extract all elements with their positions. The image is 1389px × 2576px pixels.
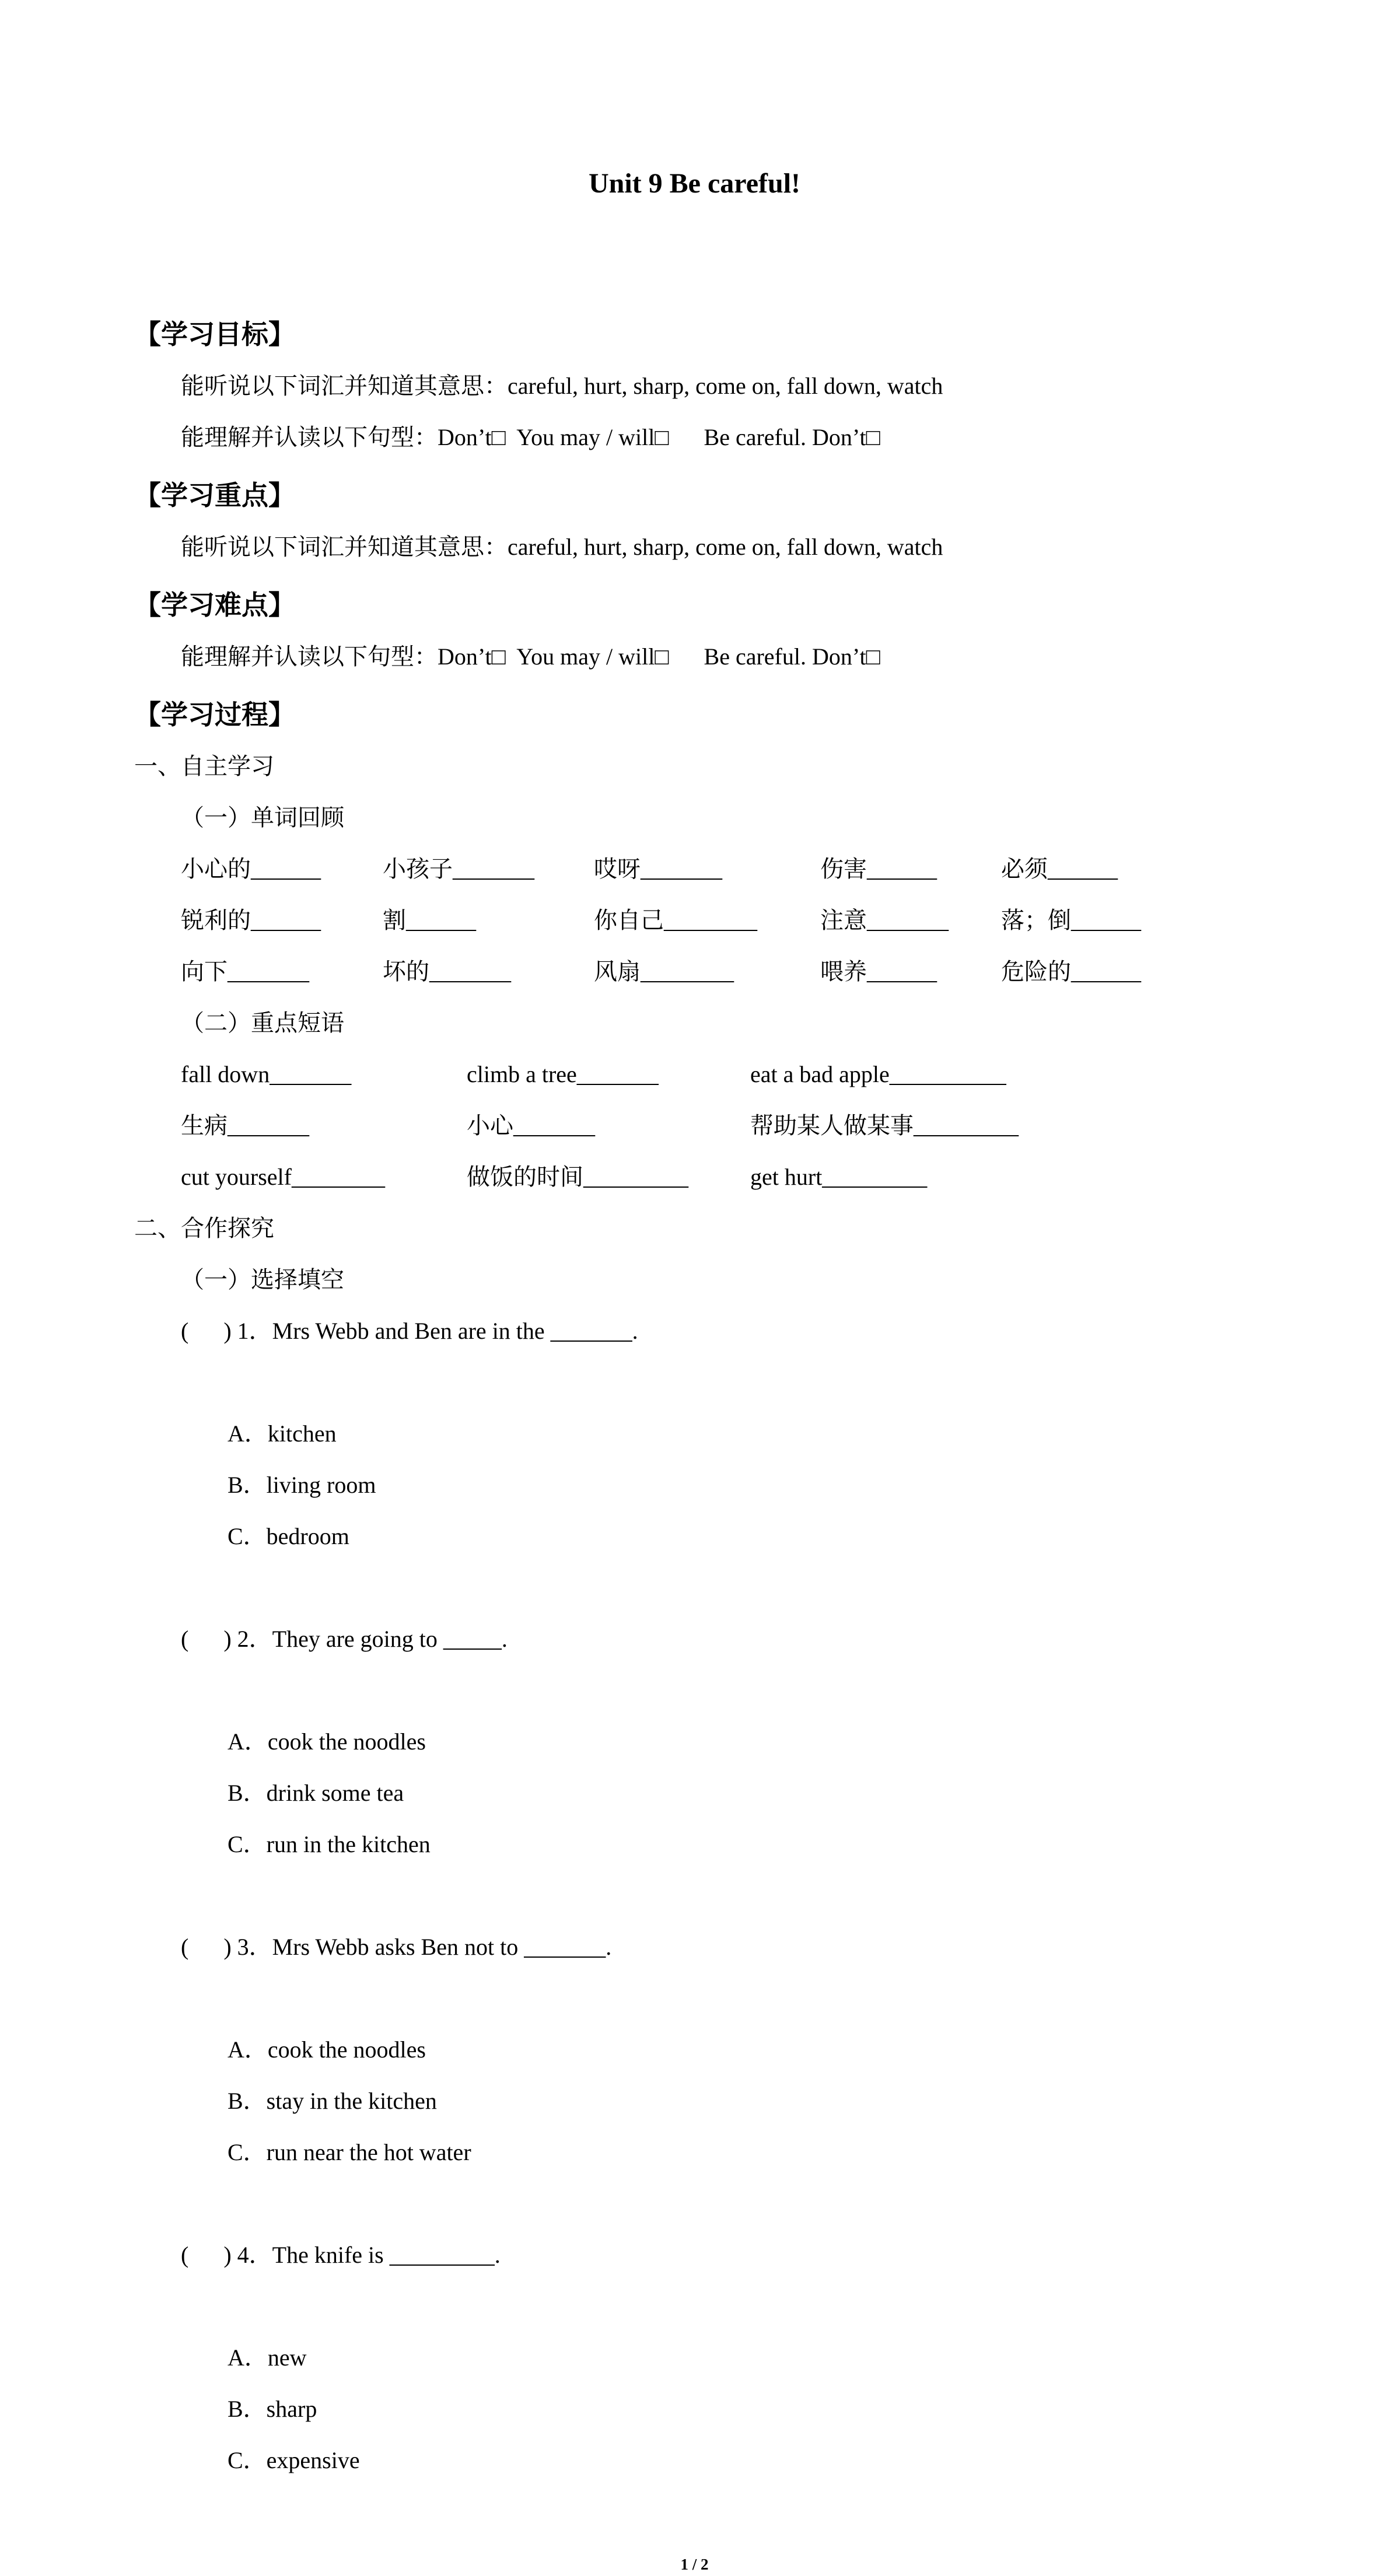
phrase-blank: 生病_______ — [181, 1112, 309, 1139]
phrase-blank: 帮助某人做某事_________ — [750, 1112, 1019, 1139]
word-blank: 喂养______ — [820, 958, 937, 985]
word-blank: 锐利的______ — [181, 907, 321, 933]
word-blank: 割______ — [383, 907, 476, 933]
key-points-vocab-line: 能听说以下词汇并知道其意思：careful, hurt, sharp, come on, fall down, watch — [181, 534, 943, 560]
page-title: Unit 9 Be careful! — [588, 168, 801, 199]
section-objectives — [134, 309, 1255, 463]
question-option: A．new — [228, 2344, 307, 2371]
question-stem: ( ) 1．Mrs Webb and Ben are in the _______. — [181, 1318, 638, 1344]
question-option: B．living room — [228, 1472, 376, 1498]
difficulties-pattern-line: 能理解并认读以下句型：Don’t□ You may / will□ Be careful. Don’t□ — [181, 643, 880, 670]
phrases-grid — [181, 1049, 1255, 1203]
word-blank: 向下_______ — [181, 958, 309, 985]
difficulties-heading: 【学习难点】 — [134, 590, 295, 620]
word-blank: 风扇________ — [594, 958, 734, 985]
question-option: C．bedroom — [228, 1523, 349, 1549]
section-difficulties — [134, 580, 1255, 682]
word-review-grid — [181, 844, 1255, 998]
question-options — [134, 1357, 1255, 1614]
key-points-heading: 【学习重点】 — [134, 481, 295, 510]
question-options — [134, 2281, 1255, 2538]
word-blank: 小孩子_______ — [383, 856, 534, 882]
word-blank: 坏的_______ — [383, 958, 511, 985]
question-block-3 — [134, 1922, 1255, 2230]
choice-label: （一）选择填空 — [181, 1266, 344, 1293]
word-blank: 哎呀_______ — [594, 856, 722, 882]
question-option: B．stay in the kitchen — [228, 2088, 437, 2114]
question-block-2 — [134, 1614, 1255, 1922]
word-blank: 必须______ — [1001, 856, 1118, 882]
section-key-points — [134, 470, 1255, 573]
objectives-heading: 【学习目标】 — [134, 320, 295, 349]
question-stem: ( ) 4．The knife is _________. — [181, 2242, 501, 2268]
question-stem: ( ) 3．Mrs Webb asks Ben not to _______. — [181, 1934, 612, 1960]
phrase-blank: climb a tree_______ — [467, 1061, 659, 1087]
question-block-1 — [134, 1306, 1255, 1614]
phrase-blank: eat a bad apple__________ — [750, 1061, 1006, 1087]
word-blank: 危险的______ — [1001, 958, 1141, 985]
question-option: C．expensive — [228, 2447, 360, 2473]
question-block-4 — [134, 2230, 1255, 2538]
question-option: C．run near the hot water — [228, 2139, 471, 2165]
question-stem: ( ) 2．They are going to _____. — [181, 1626, 508, 1652]
phrases-label: （二）重点短语 — [181, 1010, 344, 1036]
word-blank: 落；倒______ — [1001, 907, 1141, 933]
objectives-pattern-line: 能理解并认读以下句型：Don’t□ You may / will□ Be careful. Don’t□ — [181, 424, 880, 450]
word-blank: 伤害______ — [820, 856, 937, 882]
phrase-blank: fall down_______ — [181, 1061, 352, 1087]
phrase-blank: 小心_______ — [467, 1112, 595, 1139]
question-option: B．sharp — [228, 2396, 317, 2422]
question-options — [134, 1973, 1255, 2230]
question-option: A．kitchen — [228, 1420, 337, 1447]
objectives-vocab-line: 能听说以下词汇并知道其意思：careful, hurt, sharp, come on, fall down, watch — [181, 373, 943, 399]
part1-title: 一、自主学习 — [134, 753, 274, 779]
question-option: C．run in the kitchen — [228, 1831, 431, 1857]
word-review-label: （一）单词回顾 — [181, 804, 344, 831]
word-blank: 注意_______ — [820, 907, 949, 933]
page-number: 1 / 2 — [680, 2556, 709, 2573]
question-option: B．drink some tea — [228, 1780, 404, 1806]
part2-title: 二、合作探究 — [134, 1215, 274, 1241]
word-blank: 你自己________ — [594, 907, 757, 933]
question-option: A．cook the noodles — [228, 2036, 426, 2063]
question-options — [134, 1665, 1255, 1922]
phrase-blank: get hurt_________ — [750, 1164, 928, 1190]
question-option: A．cook the noodles — [228, 1728, 426, 1755]
section-process — [134, 690, 1255, 2538]
phrase-blank: 做饭的时间_________ — [467, 1164, 688, 1190]
process-heading: 【学习过程】 — [134, 700, 295, 730]
word-blank: 小心的______ — [181, 856, 321, 882]
phrase-blank: cut yourself________ — [181, 1164, 385, 1190]
